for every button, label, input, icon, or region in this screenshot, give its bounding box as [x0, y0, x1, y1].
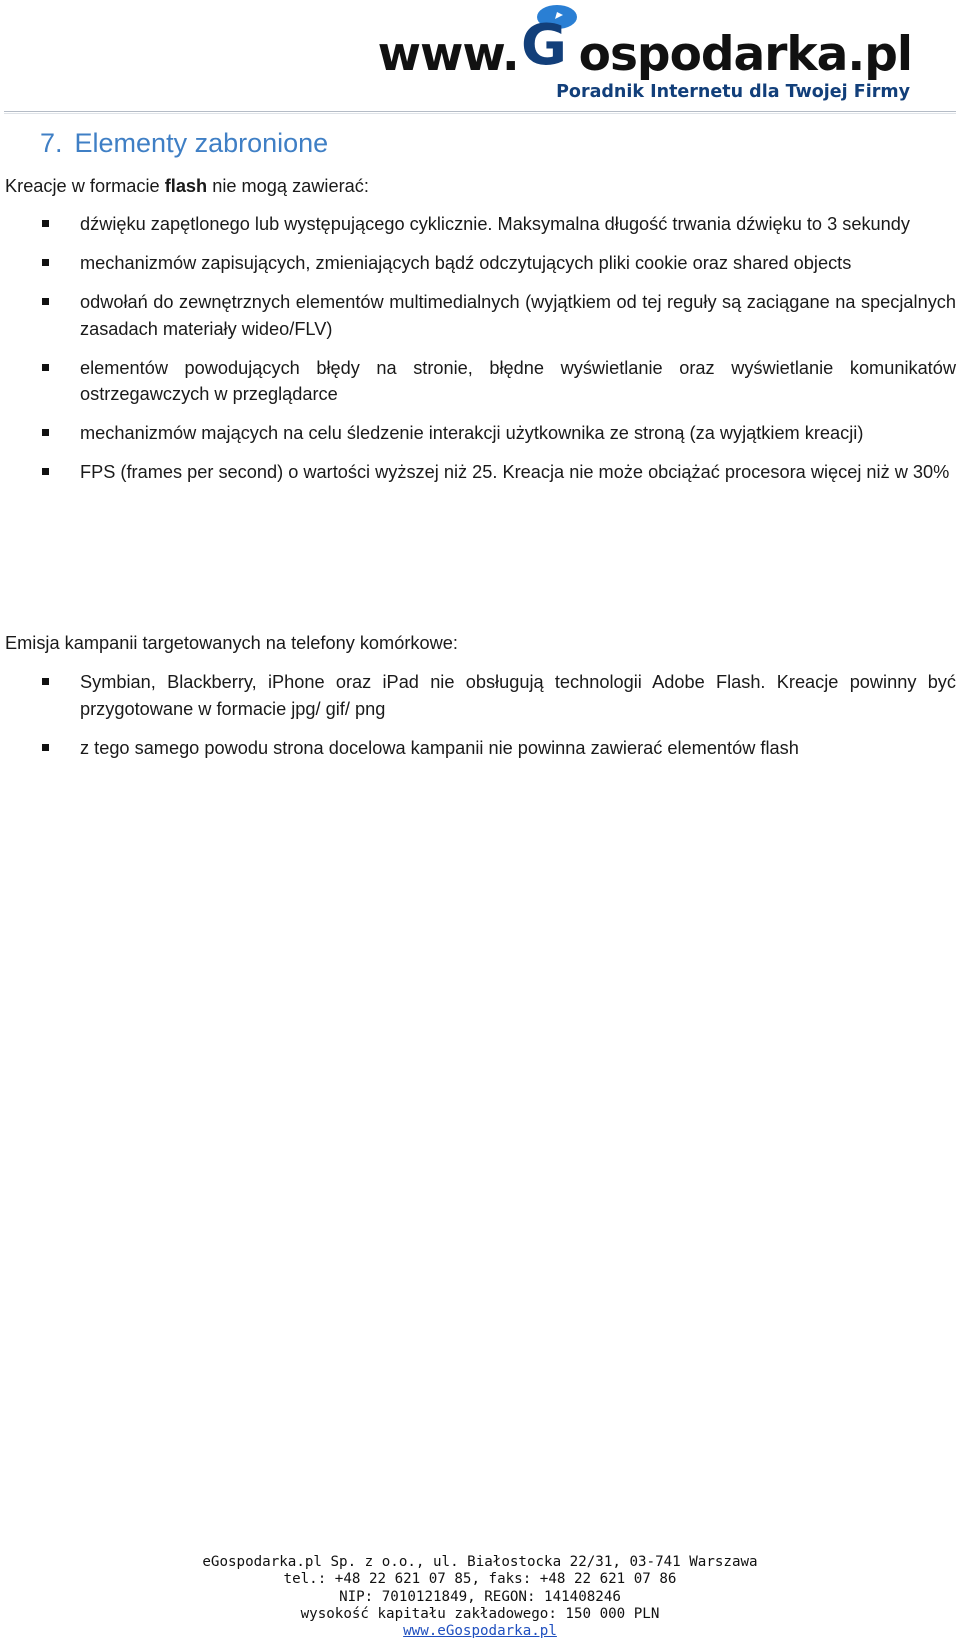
egospodarka-g-logo-icon [519, 13, 579, 80]
list-item-text: Symbian, Blackberry, iPhone oraz iPad nie obsługują technologii Adobe Flash. Kreacje powinny być przygotowane w formacie jpg/ gif/ png [80, 672, 956, 719]
site-logo[interactable] [377, 4, 912, 104]
mobile-list [42, 669, 956, 774]
bullet-square-icon [42, 678, 49, 685]
mobile-intro-paragraph: Emisja kampanii targetowanych na telefony komórkowe: [5, 633, 458, 653]
footer-phone: tel.: +48 22 621 07 85, faks: +48 22 621 07 86 [283, 1571, 677, 1588]
footer-address: eGospodarka.pl Sp. z o.o., ul. Białostocka 22/31, 03-741 Warszawa [202, 1554, 758, 1570]
list-item [42, 250, 956, 277]
bullet-square-icon [42, 468, 49, 475]
list-item-text: dźwięku zapętlonego lub występującego cyklicznie. Maksymalna długość trwania dźwięku to 3 sekundy [80, 214, 910, 234]
intro-text-bold: flash [164, 176, 208, 196]
bullet-square-icon [42, 220, 49, 227]
list-item [42, 355, 956, 408]
list-item-text: FPS (frames per second) o wartości wyższej niż 25. Kreacja nie może obciążać procesora więcej niż w 30% [80, 462, 950, 482]
bullet-square-icon [42, 744, 49, 751]
bullet-square-icon [42, 364, 49, 371]
list-item-text: mechanizmów mających na celu śledzenie interakcji użytkownika ze stroną (za wyjątkiem kreacji) [80, 423, 864, 443]
list-item-text: z tego samego powodu strona docelowa kampanii nie powinna zawierać elementów flash [80, 737, 799, 758]
list-item [42, 459, 956, 486]
footer-website-link[interactable]: www.eGospodarka.pl [403, 1623, 557, 1640]
logo-wordmark [377, 13, 912, 82]
list-item [42, 669, 956, 722]
bullet-square-icon [42, 429, 49, 436]
logo-prefix: www. [377, 27, 519, 82]
intro-text-before: Kreacje w formacie [5, 176, 165, 196]
footer-capital: wysokość kapitału zakładowego: 150 000 PLN [300, 1605, 660, 1622]
flash-intro-paragraph [5, 173, 369, 199]
bullet-square-icon [42, 259, 49, 266]
section-title: Elementy zabronione [74, 128, 329, 158]
list-item [42, 211, 956, 238]
header-divider [4, 111, 956, 112]
logo-suffix: ospodarka.pl [578, 27, 912, 82]
section-number: 7. [40, 128, 63, 158]
bullet-square-icon [42, 298, 49, 305]
list-item-text: odwołań do zewnętrznych elementów multimedialnych (wyjątkiem od tej reguły są zaciągane na specjalnych zasadach materiały wideo/FLV) [80, 292, 956, 339]
list-item-text: mechanizmów zapisujących, zmieniających bądź odczytujących pliki cookie oraz shared objects [80, 253, 852, 273]
logo-tagline: Poradnik Internetu dla Twojej Firmy [556, 82, 910, 102]
list-item [42, 420, 956, 447]
list-item-text: elementów powodujących błędy na stronie, błędne wyświetlanie oraz wyświetlanie komunikatów ostrzegawczych w przeglądarce [80, 357, 956, 404]
logo-mark-letter: G [520, 13, 566, 74]
intro-text-after: nie mogą zawierać: [207, 176, 369, 196]
list-item [42, 735, 956, 762]
page-footer [0, 1554, 960, 1640]
section-heading [40, 128, 328, 159]
list-item [42, 289, 956, 342]
flash-forbidden-list [42, 211, 956, 498]
footer-ids: NIP: 7010121849, REGON: 141408246 [339, 1588, 621, 1605]
